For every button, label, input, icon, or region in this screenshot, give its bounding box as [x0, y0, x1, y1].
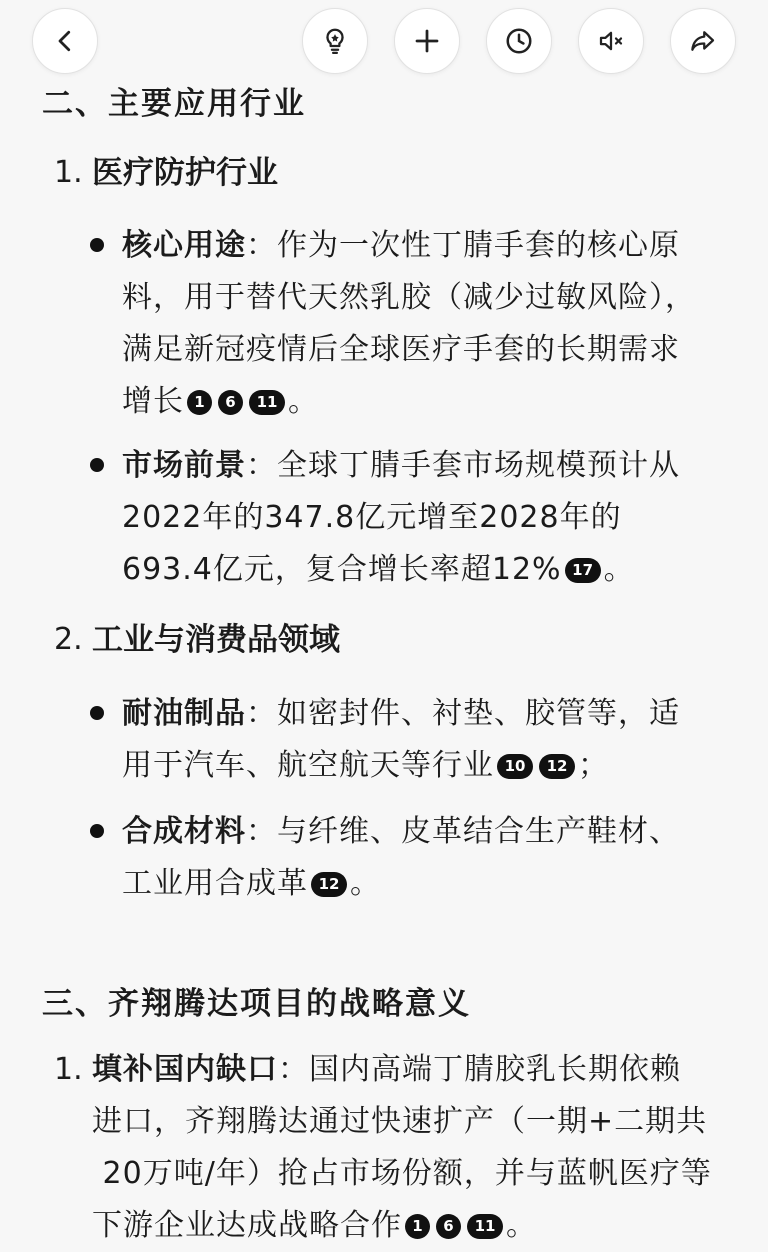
item-text: 下游企业达成战略合作 — [92, 1208, 402, 1243]
citation-badge[interactable]: 17 — [565, 558, 601, 583]
bullet-core-use — [122, 220, 732, 428]
citation-badge[interactable]: 12 — [539, 754, 575, 779]
bullet-label: 耐油制品 — [122, 696, 246, 731]
chevron-left-icon — [50, 26, 80, 56]
bullet-icon — [90, 706, 104, 720]
list-item-title: 工业与消费品领域 — [92, 622, 340, 658]
bullet-text: ：与纤维、皮革结合生产鞋材、 — [246, 814, 680, 849]
bullet-label: 市场前景 — [122, 448, 246, 483]
citation-badge[interactable]: 11 — [249, 390, 285, 415]
section-heading-strategic: 三、齐翔腾达项目的战略意义 — [42, 986, 471, 1022]
punctuation: 。 — [288, 384, 319, 419]
bullet-label: 核心用途 — [122, 228, 246, 263]
bullet-label: 合成材料 — [122, 814, 246, 849]
bullet-market-outlook — [122, 440, 732, 596]
bullet-text: 2022年的347.8亿元增至2028年的 — [122, 500, 622, 535]
citation-badge[interactable]: 6 — [436, 1214, 461, 1239]
bullet-icon — [90, 458, 104, 472]
ideas-button[interactable] — [302, 8, 368, 74]
citation-badge[interactable]: 1 — [187, 390, 212, 415]
bullet-icon — [90, 238, 104, 252]
list-item-title: 填补国内缺口 — [92, 1052, 278, 1087]
item-text: 进口，齐翔腾达通过快速扩产（一期+二期共 — [92, 1104, 708, 1139]
section-heading-applications: 二、主要应用行业 — [42, 86, 306, 122]
share-icon — [688, 26, 718, 56]
punctuation: 。 — [603, 552, 635, 587]
list-number: 1. — [54, 155, 83, 190]
citation-badge[interactable]: 10 — [497, 754, 533, 779]
back-button[interactable] — [32, 8, 98, 74]
lightbulb-icon — [320, 26, 350, 56]
bullet-text: 工业用合成革 — [122, 866, 308, 901]
mute-icon — [596, 26, 626, 56]
bullet-text: 满足新冠疫情后全球医疗手套的长期需求 — [122, 332, 680, 367]
citation-badge[interactable]: 11 — [467, 1214, 503, 1239]
bullet-text: ：全球丁腈手套市场规模预计从 — [246, 448, 680, 483]
punctuation: ； — [578, 748, 609, 783]
bullet-text: ：如密封件、衬垫、胶管等，适 — [246, 696, 680, 731]
mute-button[interactable] — [578, 8, 644, 74]
item-text: 20万吨/年）抢占市场份额，并与蓝帆医疗等 — [92, 1156, 712, 1191]
citation-badge[interactable]: 1 — [405, 1214, 430, 1239]
list-item-fill-gap — [92, 1044, 742, 1252]
history-button[interactable] — [486, 8, 552, 74]
bullet-text: 料，用于替代天然乳胶（减少过敏风险）， — [122, 280, 696, 315]
punctuation: 。 — [350, 866, 381, 901]
bullet-text: 693.4亿元，复合增长率超12% — [122, 552, 562, 587]
citation-badge[interactable]: 12 — [311, 872, 347, 897]
bullet-synthetic-material — [122, 806, 732, 910]
punctuation: 。 — [506, 1208, 537, 1243]
bullet-text: 增长 — [122, 384, 184, 419]
share-button[interactable] — [670, 8, 736, 74]
bullet-text: 用于汽车、航空航天等行业 — [122, 748, 494, 783]
bullet-icon — [90, 824, 104, 838]
citation-badge[interactable]: 6 — [218, 390, 243, 415]
bullet-oil-resistant — [122, 688, 732, 792]
list-number: 1. — [54, 1052, 83, 1087]
top-toolbar — [0, 0, 768, 86]
list-number: 2. — [54, 622, 83, 657]
new-chat-button[interactable] — [394, 8, 460, 74]
plus-icon — [412, 26, 442, 56]
bullet-text: ：作为一次性丁腈手套的核心原 — [246, 228, 680, 263]
item-text: ：国内高端丁腈胶乳长期依赖 — [278, 1052, 681, 1087]
list-item-title: 医疗防护行业 — [92, 155, 278, 191]
clock-icon — [504, 26, 534, 56]
